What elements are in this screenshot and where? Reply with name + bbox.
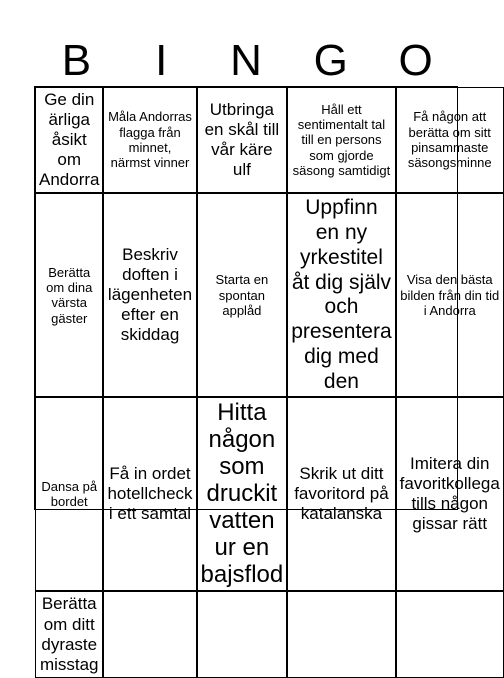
bingo-cell[interactable]: Starta en spontan applåd xyxy=(197,193,288,397)
bingo-cell[interactable]: Skrik ut ditt favoritord på katalanska xyxy=(287,397,395,591)
bingo-cell[interactable]: Beskriv doften i lägenheten efter en skiddag xyxy=(103,193,196,397)
bingo-cell[interactable] xyxy=(197,591,288,677)
header-letter-o: O xyxy=(398,36,433,85)
bingo-cell[interactable]: Uppfinn en ny yrkestitel åt dig själv och presentera dig med den xyxy=(287,193,395,397)
bingo-cell[interactable]: Dansa på bordet xyxy=(35,397,103,591)
bingo-cell[interactable] xyxy=(103,591,196,677)
bingo-cell[interactable]: Berätta om ditt dyraste misstag xyxy=(35,591,103,677)
bingo-cell[interactable] xyxy=(287,591,395,677)
header-letter-b: B xyxy=(61,36,92,85)
bingo-cell[interactable]: Hitta någon som druckit vatten ur en bajsflod xyxy=(197,397,288,591)
bingo-cell[interactable]: Håll ett sentimentalt tal till en persons som gjorde säsong samtidigt xyxy=(287,87,395,193)
bingo-cell[interactable]: Berätta om dina värsta gäster xyxy=(35,193,103,397)
bingo-cell[interactable]: Imitera din favoritkollega tills någon gissar rätt xyxy=(396,397,504,591)
header-letter-i: I xyxy=(155,36,168,85)
bingo-cell[interactable]: Ge din ärliga åsikt om Andorra xyxy=(35,87,103,193)
bingo-cell[interactable]: Måla Andorras flagga från minnet, närmst vinner xyxy=(103,87,196,193)
bingo-cell[interactable]: Visa den bästa bilden från din tid i Andorra xyxy=(396,193,504,397)
bingo-cell[interactable]: Få någon att berätta om sitt pinsammaste säsongsminne xyxy=(396,87,504,193)
header-letter-n: N xyxy=(230,36,262,85)
bingo-header xyxy=(34,36,458,86)
bingo-cell[interactable]: Få in ordet hotellcheck i ett samtal xyxy=(103,397,196,591)
bingo-cell[interactable]: Utbringa en skål till vår käre ulf xyxy=(197,87,288,193)
bingo-cell[interactable] xyxy=(396,591,504,677)
bingo-grid xyxy=(34,86,500,674)
header-letter-g: G xyxy=(313,36,348,85)
